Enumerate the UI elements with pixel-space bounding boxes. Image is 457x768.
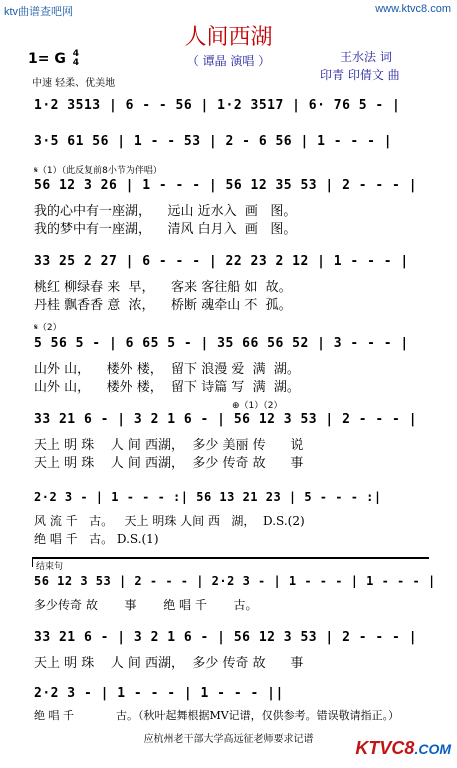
lyric-row-10: 绝 唱 千 古。（秋叶起舞根据MV记谱，仅供参考。错误敬请指正。） — [34, 709, 400, 722]
site-watermark-right: www.ktvc8.com — [375, 3, 451, 15]
lyric-row-3-verse-2: 我的梦中有一座湖， 清风 白月入 画 图。 — [34, 222, 297, 237]
lyric-row-3-verse-1: 我的心中有一座湖， 远山 近水入 画 图。 — [34, 204, 297, 219]
time-signature — [73, 50, 79, 68]
lyric-row-8: 多少传奇 故 事 绝 唱 千 古。 — [34, 598, 258, 612]
notation-row-5: 5 56 5 - | 6 65 5 - | 35 66 56 52 | 3 - - - | — [34, 336, 409, 351]
time-top: 4 — [72, 49, 79, 59]
notation-row-3: 56 12 3 26 | 1 - - - | 56 12 35 53 | 2 - - - | — [34, 178, 418, 193]
tempo-marking: 中速 轻柔、优美地 — [32, 78, 116, 89]
lyric-row-6-verse-1: 天上 明 珠 人 间 西湖， 多少 美丽 传 说 — [34, 438, 304, 453]
logo-main: KTVC8 — [355, 738, 415, 758]
lyricist-credit: 王水法 词 — [340, 50, 392, 64]
coda-mark: ⊕（1）（2） — [232, 401, 283, 411]
notation-row-1: 1·2 3513 | 6 - - 56 | 1·2 3517 | 6· 76 5 - | — [34, 98, 401, 113]
lyric-row-6-verse-2: 天上 明 珠 人 间 西湖， 多少 传奇 故 事 — [34, 456, 304, 471]
ending-label: 结束句 — [36, 562, 64, 572]
ending-bracket — [32, 557, 429, 559]
lyric-row-5-verse-2: 山外 山， 楼外 楼， 留下 诗篇 写 满 湖。 — [34, 380, 300, 395]
key-label: 1= G — [28, 51, 66, 67]
logo-suffix: .COM — [414, 741, 451, 757]
song-title: 人间西湖 — [184, 25, 273, 50]
notation-row-7: 2·2 3 - | 1 - - - :| 56 13 21 23 | 5 - - - :| — [34, 490, 382, 504]
site-logo — [355, 738, 451, 759]
footer-note: 应杭州老干部大学高远征老师要求记谱 — [143, 734, 314, 745]
segno-mark-2: 𝄋（2） — [34, 323, 62, 333]
notation-row-2: 3·5 61 56 | 1 - - 53 | 2 - 6 56 | 1 - - - | — [34, 134, 393, 149]
notation-row-9: 33 21 6 - | 3 2 1 6 - | 56 12 3 53 | 2 - - - | — [34, 630, 418, 645]
site-watermark-left: ktv曲谱查吧网 — [4, 6, 74, 18]
lyric-row-7-verse-1: 风 流 千 古。 天上 明珠 人间 西 湖， D.S.(2) — [34, 514, 305, 528]
lyric-row-9: 天上 明 珠 人 间 西湖， 多少 传奇 故 事 — [34, 656, 304, 671]
notation-row-10: 2·2 3 - | 1 - - - | 1 - - - || — [34, 686, 284, 701]
lyric-row-4-verse-2: 丹桂 飘香香 意 浓， 桥断 魂牵山 不 孤。 — [34, 298, 292, 313]
lyric-row-4-verse-1: 桃红 柳绿春 来 早， 客来 客往船 如 故。 — [34, 280, 292, 295]
singer-credit: （ 谭晶 演唱 ） — [186, 54, 271, 68]
notation-row-6: 33 21 6 - | 3 2 1 6 - | 56 12 3 53 | 2 - - - | — [34, 412, 418, 427]
lyric-row-7-verse-2: 绝 唱 千 古。 D.S.(1) — [34, 532, 159, 546]
lyric-row-5-verse-1: 山外 山， 楼外 楼， 留下 浪漫 爱 满 湖。 — [34, 362, 300, 377]
composer-credit: 印青 印倩文 曲 — [320, 68, 400, 82]
notation-row-4: 33 25 2 27 | 6 - - - | 22 23 2 12 | 1 - - - | — [34, 254, 409, 269]
notation-row-8: 56 12 3 53 | 2 - - - | 2·2 3 - | 1 - - - | 1 - - - | — [34, 574, 436, 588]
segno-mark-1: 𝄋（1）（此反复前8小节为伴唱） — [34, 166, 162, 176]
key-signature — [28, 50, 79, 68]
ending-bracket-left — [32, 557, 33, 567]
time-bottom: 4 — [72, 58, 79, 68]
